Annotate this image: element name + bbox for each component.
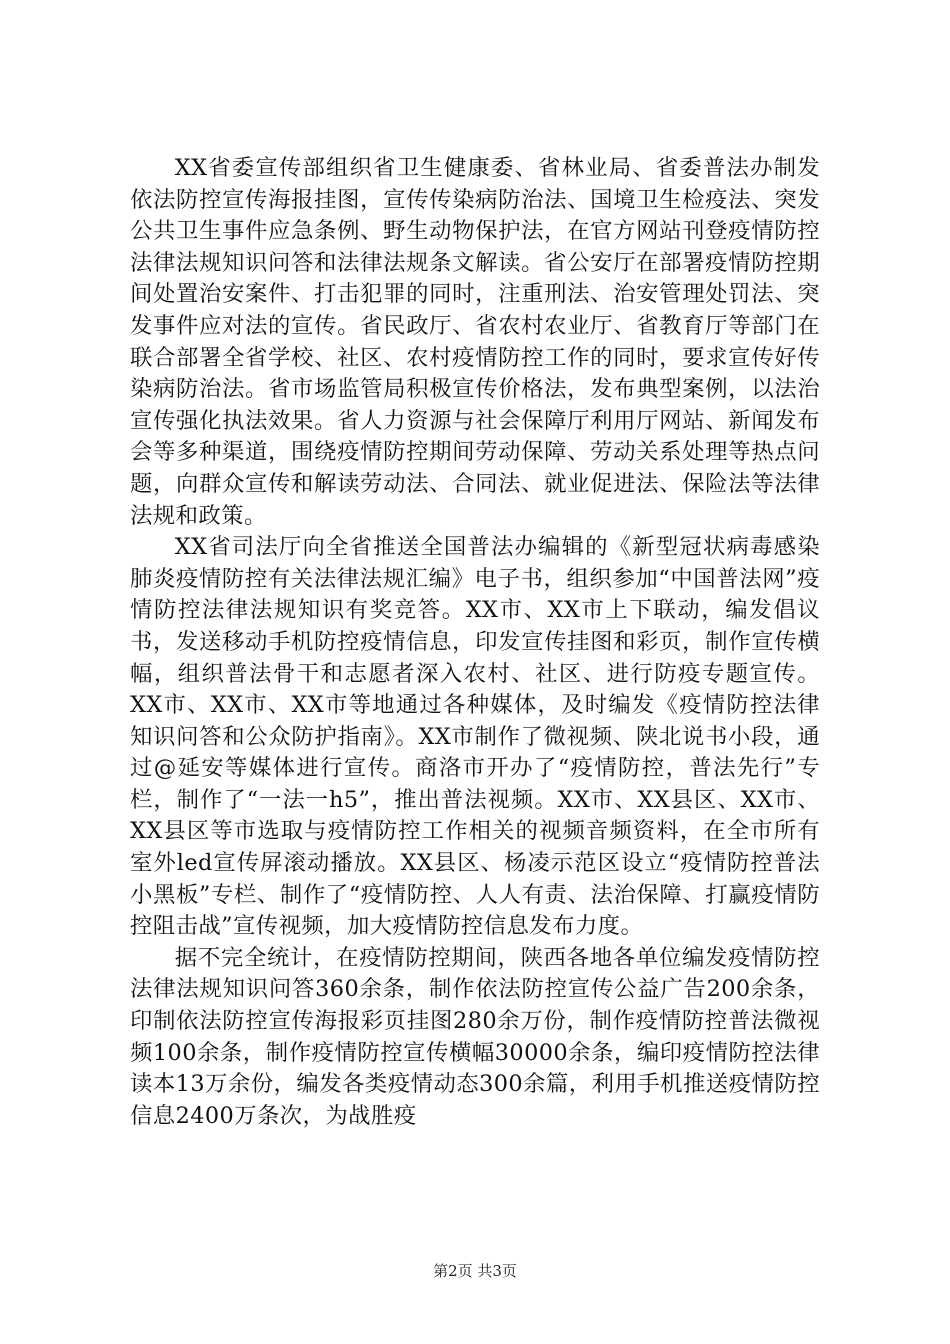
- body-text: [130, 153, 820, 1132]
- paragraph-justice-department: XX省司法厅向全省推送全国普法办编辑的《新型冠状病毒感染肺炎疫情防控有关法律法规汇编》电子书，组织参加“中国普法网”疫情防控法律法规知识有奖竞答。XX市、XX市上下联动，编发倡议书，发送移动手机防控疫情信息，印发宣传挂图和彩页，制作宣传横幅，组织普法骨干和志愿者深入农村、社区、进行防疫专题宣传。XX市、XX市、XX市等地通过各种媒体，及时编发《疫情防控法律知识问答和公众防护指南》。XX市制作了微视频、陕北说书小段，通过@延安等媒体进行宣传。商洛市开办了“疫情防控，普法先行”专栏，制作了“一法一h5”，推出普法视频。XX市、XX县区、XX市、XX县区等市选取与疫情防控工作相关的视频音频资料，在全市所有室外led宣传屏滚动播放。XX县区、杨凌示范区设立“疫情防控普法小黑板”专栏、制作了“疫情防控、人人有责、法治保障、打赢疫情防控阻击战”宣传视频，加大疫情防控信息发布力度。: [130, 534, 820, 940]
- page-number-footer: 第2页 共3页: [433, 1262, 517, 1280]
- paragraph-propaganda-departments: XX省委宣传部组织省卫生健康委、省林业局、省委普法办制发依法防控宣传海报挂图，宣传传染病防治法、国境卫生检疫法、突发公共卫生事件应急条例、野生动物保护法，在官方网站刊登疫情防控法律法规知识问答和法律法规条文解读。省公安厅在部署疫情防控期间处置治安案件、打击犯罪的同时，注重刑法、治安管理处罚法、突发事件应对法的宣传。省民政厅、省农村农业厅、省教育厅等部门在联合部署全省学校、社区、农村疫情防控工作的同时，要求宣传好传染病防治法。省市场监管局积极宣传价格法，发布典型案例，以法治宣传强化执法效果。省人力资源与社会保障厅利用厅网站、新闻发布会等多种渠道，围绕疫情防控期间劳动保障、劳动关系处理等热点问题，向群众宣传和解读劳动法、合同法、就业促进法、保险法等法律法规和政策。: [130, 155, 820, 529]
- paragraph-statistics: 据不完全统计，在疫情防控期间，陕西各地各单位编发疫情防控法律法规知识问答360余条，制作依法防控宣传公益广告200余条，印制依法防控宣传海报彩页挂图280余万份，制作疫情防控普法微视频100余条，制作疫情防控宣传横幅30000余条，编印疫情防控法律读本13万余份，编发各类疫情动态300余篇，利用手机推送疫情防控信息2400万条次，为战胜疫: [130, 944, 820, 1129]
